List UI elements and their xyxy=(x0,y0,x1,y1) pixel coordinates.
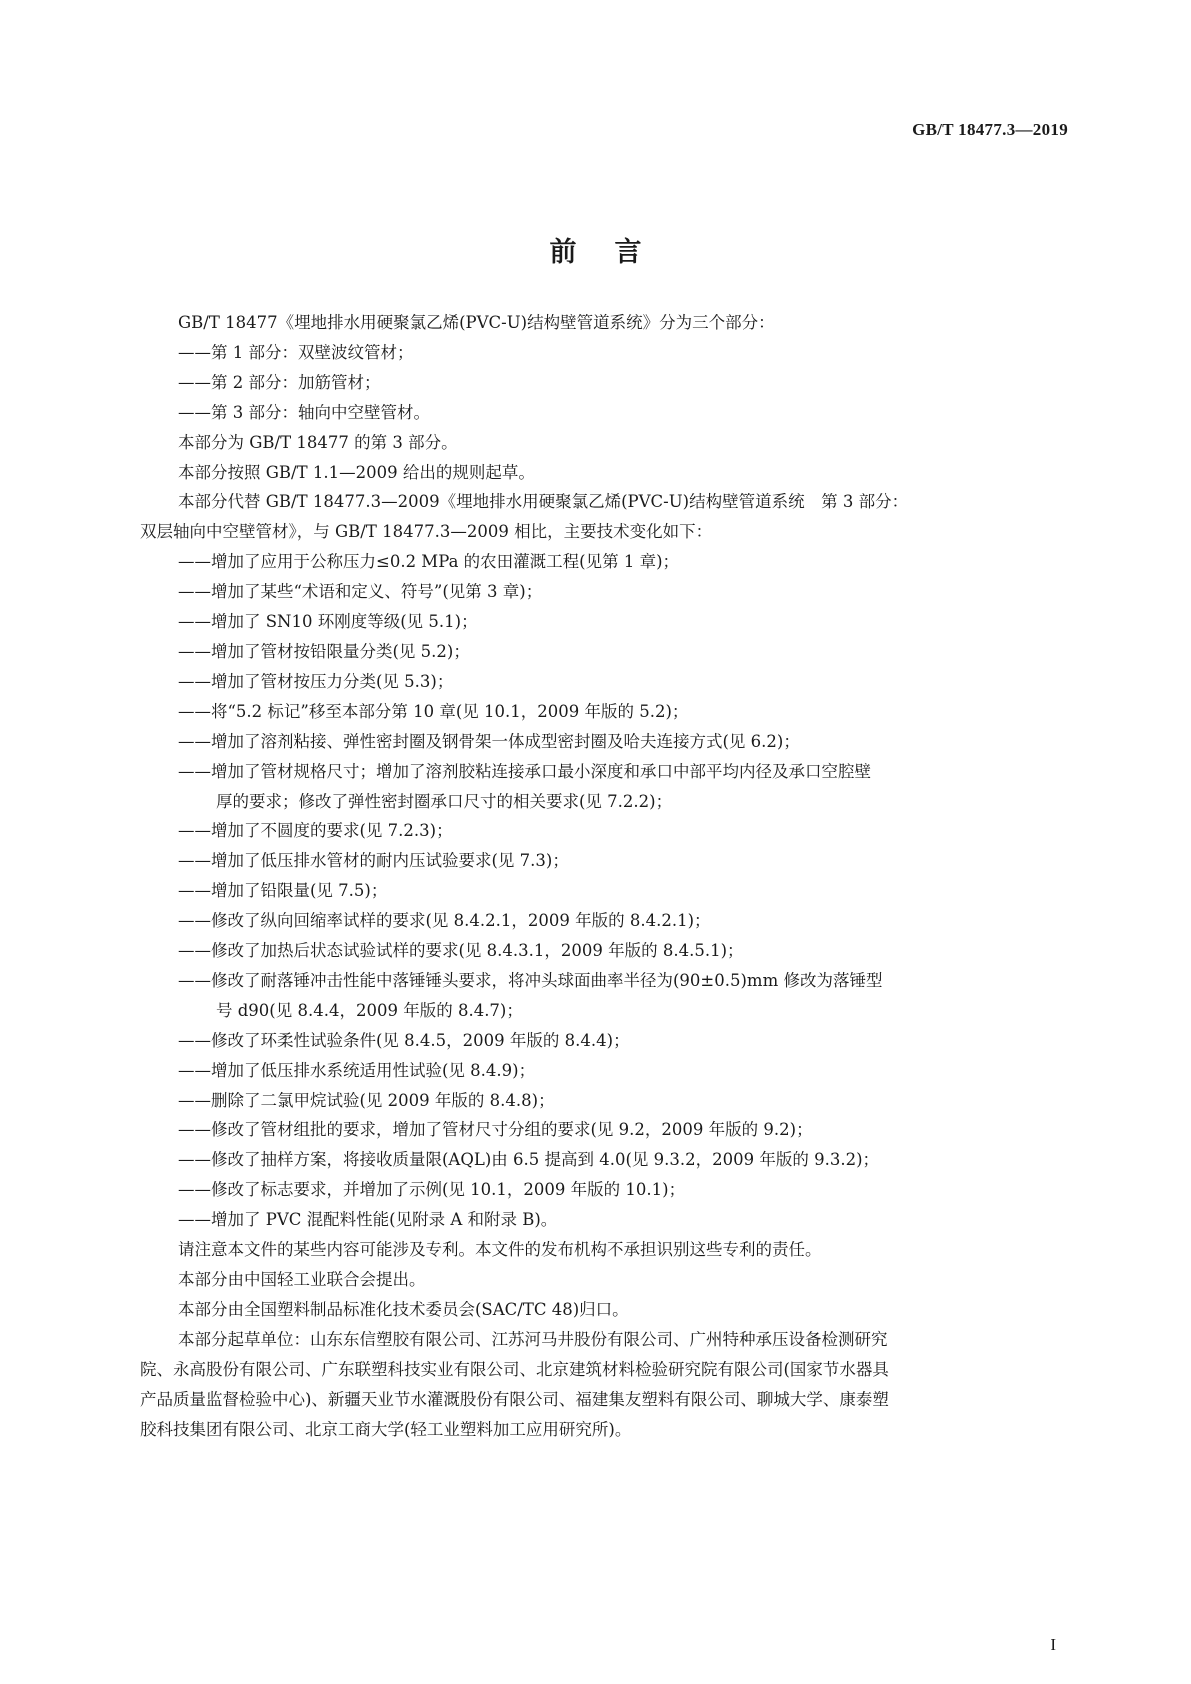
change-item: ——删除了二氯甲烷试验(见 2009 年版的 8.4.8)； xyxy=(178,1090,555,1110)
centralized-paragraph: 本部分由全国塑料制品标准化技术委员会(SAC/TC 48)归口。 xyxy=(178,1299,629,1319)
change-item-continuation: 厚的要求；修改了弹性密封圈承口尺寸的相关要求(见 7.2.2)； xyxy=(216,791,673,811)
document-body xyxy=(140,308,1068,1444)
drafting-line: 产品质量监督检验中心)、新疆天业节水灌溉股份有限公司、福建集友塑料有限公司、聊城大学、康泰塑 xyxy=(140,1389,889,1409)
replace-paragraph-line1: 本部分代替 GB/T 18477.3—2009《埋地排水用硬聚氯乙烯(PVC-U)结构壁管道系统 第 3 部分： xyxy=(178,492,909,512)
change-item: ——增加了低压排水系统适用性试验(见 8.4.9)； xyxy=(178,1060,536,1080)
part-item: ——第 3 部分：轴向中空壁管材。 xyxy=(178,402,430,422)
part3-paragraph: 本部分为 GB/T 18477 的第 3 部分。 xyxy=(178,432,458,452)
change-item: ——增加了铅限量(见 7.5)； xyxy=(178,881,388,901)
change-item: ——增加了 SN10 环刚度等级(见 5.1)； xyxy=(178,612,478,632)
drafting-line: 院、永高股份有限公司、广东联塑科技实业有限公司、北京建筑材料检验研究院有限公司(国家节水器具 xyxy=(140,1359,889,1379)
change-item: ——修改了加热后状态试验试样的要求(见 8.4.3.1，2009 年版的 8.4.5.1)； xyxy=(178,941,744,961)
change-item: ——修改了纵向回缩率试样的要求(见 8.4.2.1，2009 年版的 8.4.2.1)； xyxy=(178,911,711,931)
change-item: ——增加了某些“术语和定义、符号”(见第 3 章)； xyxy=(178,582,543,602)
change-item: ——增加了 PVC 混配料性能(见附录 A 和附录 B)。 xyxy=(178,1210,558,1230)
standard-number: GB/T 18477.3—2019 xyxy=(912,120,1068,139)
part-item: ——第 1 部分：双壁波纹管材； xyxy=(178,342,414,362)
page-title: 前言 xyxy=(549,237,680,268)
changes-list xyxy=(178,547,1068,1235)
page-number: I xyxy=(1050,1635,1056,1654)
part-item: ——第 2 部分：加筋管材； xyxy=(178,372,381,392)
change-item: ——将“5.2 标记”移至本部分第 10 章(见 10.1，2009 年版的 5.2)； xyxy=(178,701,689,721)
proposed-paragraph: 本部分由中国轻工业联合会提出。 xyxy=(178,1270,426,1289)
change-item-continuation: 号 d90(见 8.4.4，2009 年版的 8.4.7)； xyxy=(216,1000,523,1020)
change-item: ——增加了低压排水管材的耐内压试验要求(见 7.3)； xyxy=(178,851,569,871)
replace-paragraph-line2: 双层轴向中空壁管材》，与 GB/T 18477.3—2009 相比，主要技术变化如下： xyxy=(140,522,713,542)
change-item: ——增加了应用于公称压力≤0.2 MPa 的农田灌溉工程(见第 1 章)； xyxy=(178,552,680,572)
change-item: ——修改了耐落锤冲击性能中落锤锤头要求，将冲头球面曲率半径为(90±0.5)mm 修改为落锤型 xyxy=(178,970,883,990)
change-item: ——增加了溶剂粘接、弹性密封圈及钢骨架一体成型密封圈及哈夫连接方式(见 6.2)； xyxy=(178,731,800,751)
change-item: ——修改了标志要求，并增加了示例(见 10.1，2009 年版的 10.1)； xyxy=(178,1180,686,1200)
change-item: ——修改了抽样方案，将接收质量限(AQL)由 6.5 提高到 4.0(见 9.3.2，2009 年版的 9.3.2)； xyxy=(178,1150,880,1170)
change-item: ——增加了管材按压力分类(见 5.3)； xyxy=(178,671,454,691)
patent-paragraph: 请注意本文件的某些内容可能涉及专利。本文件的发布机构不承担识别这些专利的责任。 xyxy=(178,1240,822,1260)
drafting-line: 本部分起草单位：山东东信塑胶有限公司、江苏河马井股份有限公司、广州特种承压设备检测研究 xyxy=(178,1329,888,1349)
rules-paragraph: 本部分按照 GB/T 1.1—2009 给出的规则起草。 xyxy=(178,462,535,482)
change-item: ——修改了管材组批的要求，增加了管材尺寸分组的要求(见 9.2，2009 年版的 9.2)； xyxy=(178,1120,813,1140)
intro-paragraph: GB/T 18477《埋地排水用硬聚氯乙烯(PVC-U)结构壁管道系统》分为三个部分： xyxy=(178,313,775,332)
change-item: ——增加了管材按铅限量分类(见 5.2)； xyxy=(178,641,470,661)
drafting-line: 胶科技集团有限公司、北京工商大学(轻工业塑料加工应用研究所)。 xyxy=(140,1419,632,1439)
change-item: ——增加了不圆度的要求(见 7.2.3)； xyxy=(178,821,453,841)
change-item: ——修改了环柔性试验条件(见 8.4.5，2009 年版的 8.4.4)； xyxy=(178,1030,630,1050)
change-item: ——增加了管材规格尺寸；增加了溶剂胶粘连接承口最小深度和承口中部平均内径及承口空腔壁 xyxy=(178,761,871,781)
